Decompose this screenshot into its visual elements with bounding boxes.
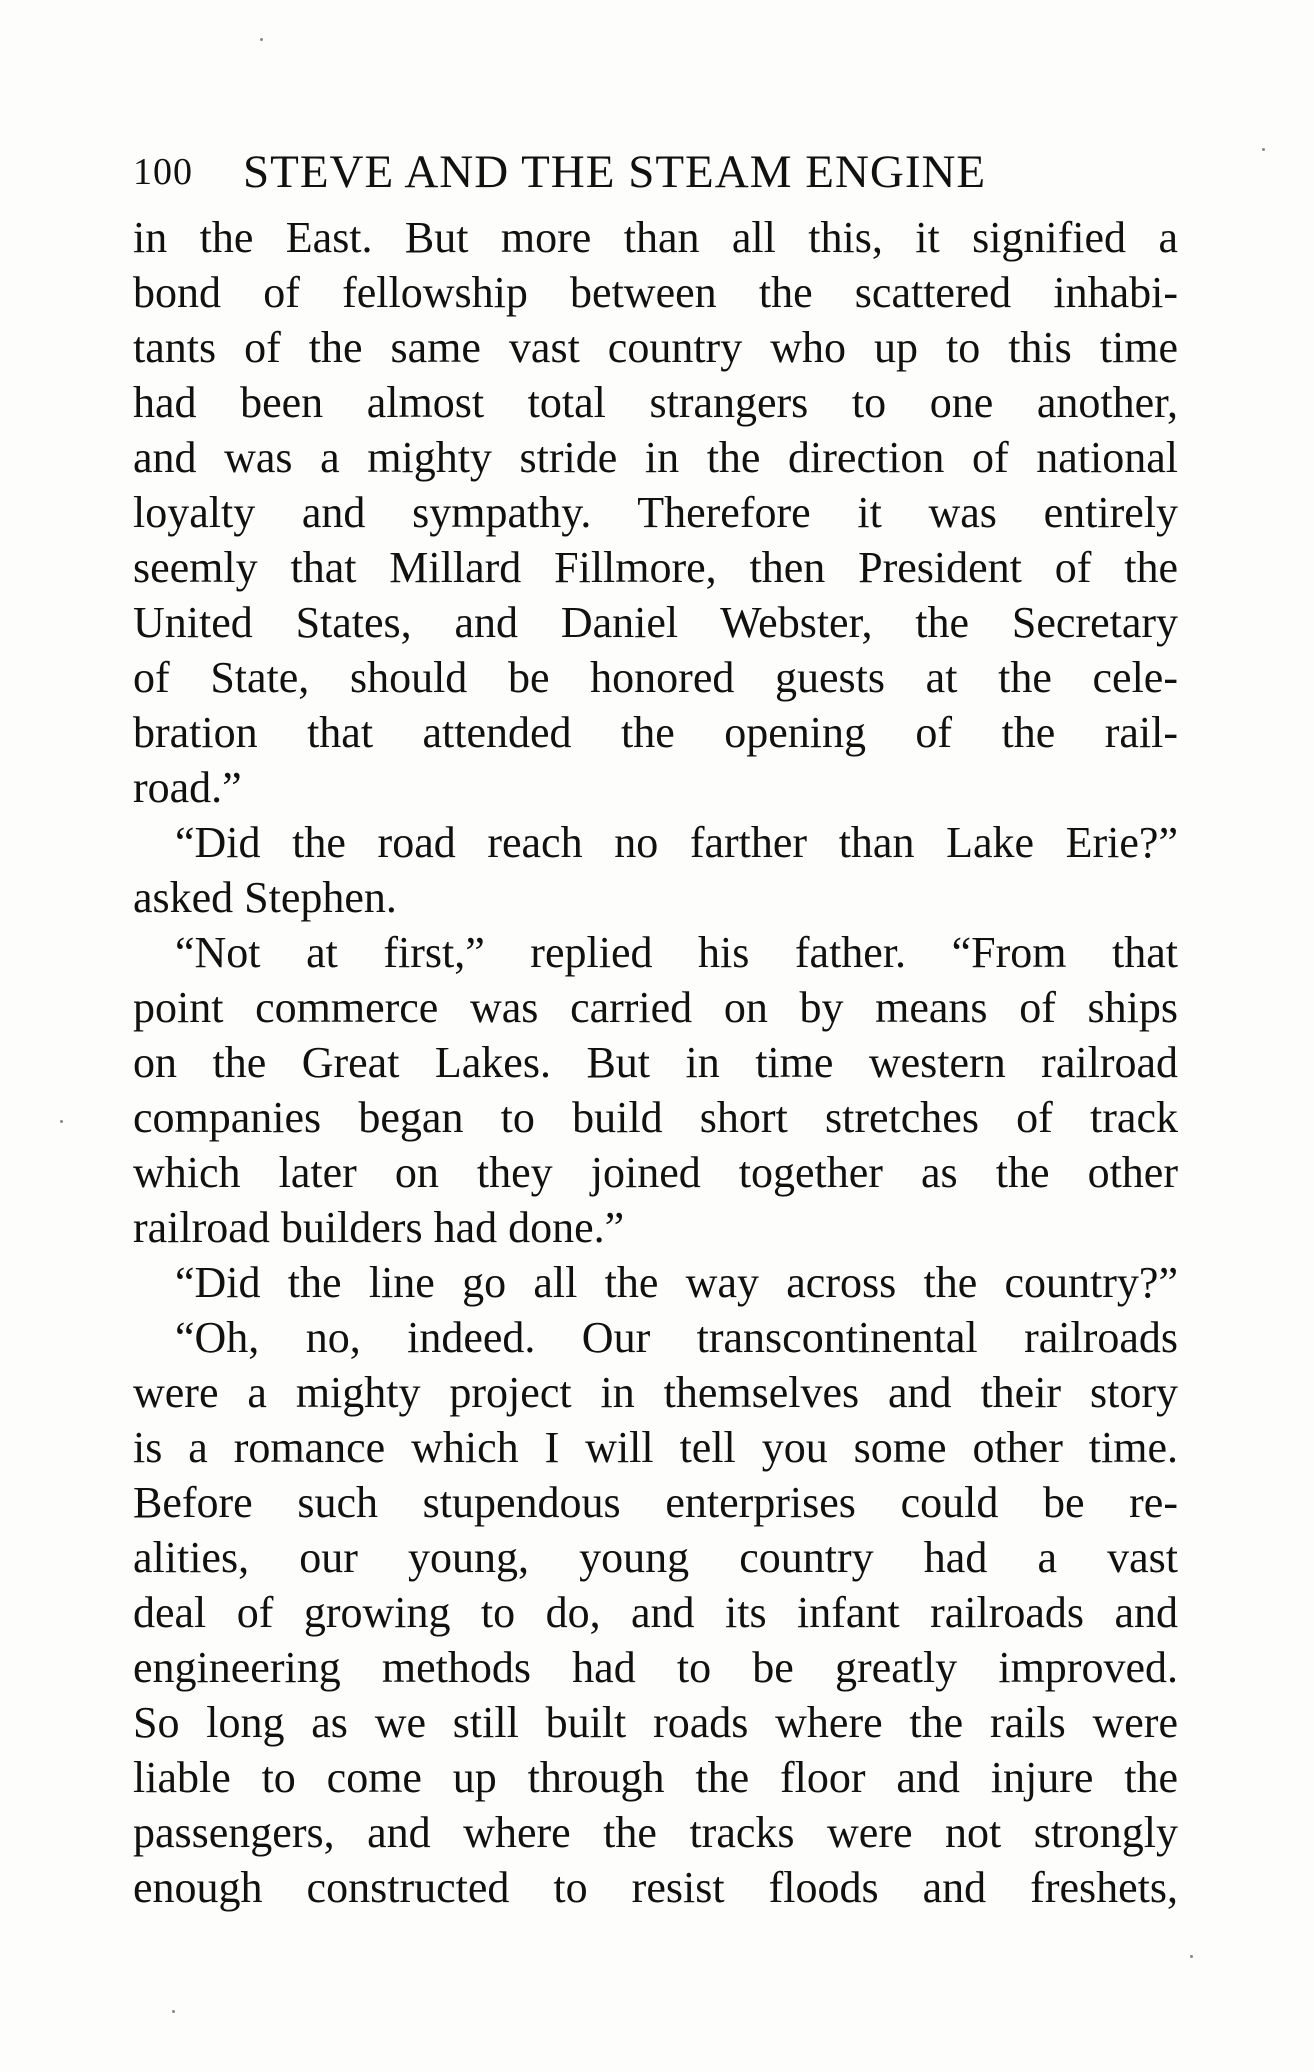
paper-speck [1190,1955,1193,1958]
text-line: passengers, and where the tracks were not strongly [133,1808,1178,1857]
paper-speck [172,2010,175,2013]
text-line: “Did the road reach no farther than Lake Erie?” [175,818,1178,867]
text-line: had been almost total strangers to one another, [133,378,1178,427]
text-line: “Oh, no, indeed. Our transcontinental railroads [175,1313,1178,1362]
text-line: were a mighty project in themselves and their story [133,1368,1178,1417]
text-line: alities, our young, young country had a vast [133,1533,1178,1582]
text-line: asked Stephen. [133,873,397,922]
text-line: bration that attended the opening of the rail- [133,708,1178,757]
text-line: point commerce was carried on by means of ships [133,983,1178,1032]
text-line: Before such stupendous enterprises could be re- [133,1478,1178,1527]
text-line: of State, should be honored guests at the cele- [133,653,1178,702]
paper-speck [1262,148,1265,151]
text-line: railroad builders had done.” [133,1203,625,1252]
body-text [133,210,1178,1915]
text-line: So long as we still built roads where the rails were [133,1698,1178,1747]
text-line: which later on they joined together as the other [133,1148,1178,1197]
text-line: is a romance which I will tell you some other time. [133,1423,1178,1472]
text-line: and was a mighty stride in the direction of national [133,433,1178,482]
text-line: engineering methods had to be greatly improved. [133,1643,1178,1692]
text-line: bond of fellowship between the scattered inhabi- [133,268,1178,317]
text-line: seemly that Millard Fillmore, then President of the [133,543,1178,592]
running-title: STEVE AND THE STEAM ENGINE [243,146,987,198]
text-line: “Did the line go all the way across the country?” [175,1258,1178,1307]
page-number: 100 [133,151,193,193]
page-header [133,140,1178,204]
text-line: “Not at first,” replied his father. “From that [175,928,1178,977]
text-line: road.” [133,763,242,812]
text-line: deal of growing to do, and its infant railroads and [133,1588,1178,1637]
paper-speck [60,1120,63,1123]
paper-speck [260,38,263,41]
text-line: loyalty and sympathy. Therefore it was entirely [133,488,1178,537]
text-line: companies began to build short stretches of track [133,1093,1178,1142]
text-line: liable to come up through the floor and injure the [133,1753,1178,1802]
text-line: enough constructed to resist floods and freshets, [133,1863,1178,1912]
text-line: tants of the same vast country who up to this time [133,323,1178,372]
text-line: in the East. But more than all this, it signified a [133,213,1178,262]
text-line: on the Great Lakes. But in time western railroad [133,1038,1178,1087]
text-line: United States, and Daniel Webster, the Secretary [133,598,1178,647]
